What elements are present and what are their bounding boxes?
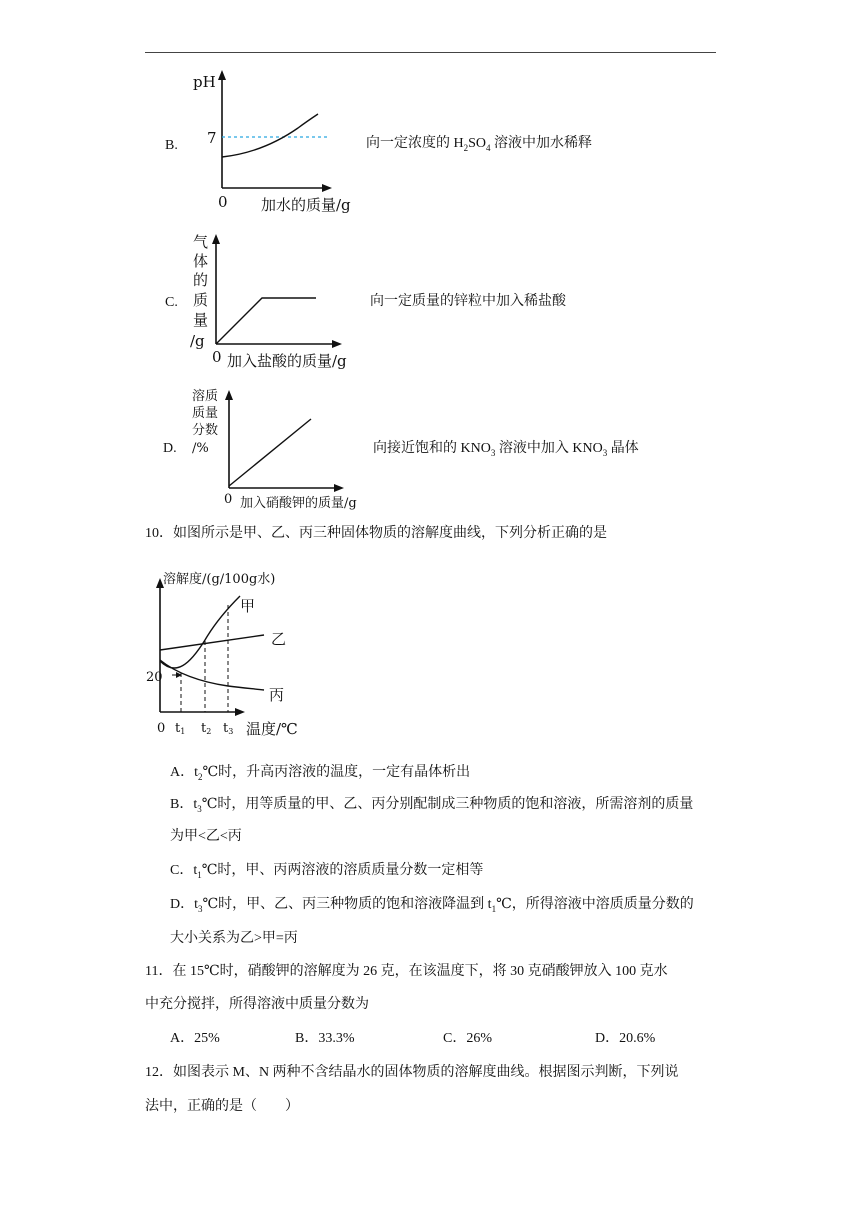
q10-option-c: C．$t_1℃$时，甲、丙两溶液的溶质质量分数一定相等 [170,863,484,880]
q10-option-d-continued: 大小关系为乙>甲=丙 [170,931,298,946]
option-b-description: 向一定浓度的 $H_2SO_4$ 溶液中加水稀释 [366,136,593,153]
q10-option-b: B．$t_3℃$时，用等质量的甲、乙、丙分别配制成三种物质的饱和溶液，所需溶剂的质量 [170,797,694,814]
q11-option-d: D．20.6% [595,1031,656,1046]
graph-d-origin: 0 [224,492,233,507]
graph-c-y-label-6: /g [190,332,205,350]
option-b-letter: B. [165,138,178,153]
q10-origin: 0 [157,721,166,736]
q10-option-a: A．$t_2℃$时，升高丙溶液的温度，一定有晶体析出 [170,765,471,782]
option-c-description: 向一定质量的锌粒中加入稀盐酸 [370,294,566,309]
graph-d-y-label-4: /% [192,441,209,456]
graph-c-y-label-2: 体 [193,252,209,270]
q10-y-tick-20: 20 [146,670,163,685]
q11-stem-line1: 11．在 15℃时，硝酸钾的溶解度为 26 克，在该温度下，将 30 克硝酸钾放入 100 克水 [145,964,668,979]
graph-b-origin: 0 [218,193,228,211]
graph-c-y-label-5: 量 [193,311,209,329]
q10-tick-t2: t2 [201,721,212,736]
q10-tick-t3: t3 [223,721,234,736]
q10-option-d: D．$t_3℃$时，甲、乙、丙三种物质的饱和溶液降温到 $t_1℃$，所得溶液中溶质质量分数的 [170,897,694,914]
graph-b-x-label: 加水的质量/g [261,196,351,214]
q10-label-jia: 甲 [240,597,256,615]
graph-c-y-label-4: 质 [193,291,209,309]
option-d-letter: D. [163,441,177,456]
q10-option-b-continued: 为甲<乙<丙 [170,829,242,844]
q11-option-b: B．33.3% [295,1031,355,1046]
graph-b-y-tick: 7 [207,129,217,147]
q10-label-bing: 丙 [269,686,285,704]
q11-option-a: A．25% [170,1031,220,1046]
graph-c-y-label-3: 的 [193,271,209,289]
graph-b-y-label: pH [193,73,216,91]
option-c-letter: C. [165,295,178,310]
q10-tick-t1: t1 [175,721,186,736]
graph-d-y-label-1: 溶质 [192,389,219,404]
graph-d-y-label-2: 质量 [192,406,219,421]
graph-d-y-label-3: 分数 [192,423,219,438]
graph-c-x-label: 加入盐酸的质量/g [227,352,347,370]
q11-option-c: C．26% [443,1031,492,1046]
graph-d-x-label: 加入硝酸钾的质量/g [240,496,357,511]
graph-c-origin: 0 [212,348,222,366]
q11-stem-line2: 中充分搅拌，所得溶液中质量分数为 [145,997,369,1012]
q10-x-arrow [235,708,245,716]
q10-stem: 10．如图所示是甲、乙、丙三种固体物质的溶解度曲线，下列分析正确的是 [145,526,607,541]
graph-c-y-label-1: 气 [193,233,209,251]
q10-label-yi: 乙 [271,630,287,648]
option-d-description: 向接近饱和的 $KNO_3$ 溶液中加入 $KNO_3$ 晶体 [373,441,639,458]
q10-x-label: 温度/℃ [246,720,298,738]
q10-curve-yi [160,635,264,650]
q10-y-label: 溶解度/(g/100g水) [163,572,276,587]
q12-stem-line2: 法中，正确的是（ ） [145,1099,299,1114]
q12-stem-line1: 12．如图表示 M、N 两种不含结晶水的固体物质的溶解度曲线。根据图示判断，下列说 [145,1065,679,1080]
